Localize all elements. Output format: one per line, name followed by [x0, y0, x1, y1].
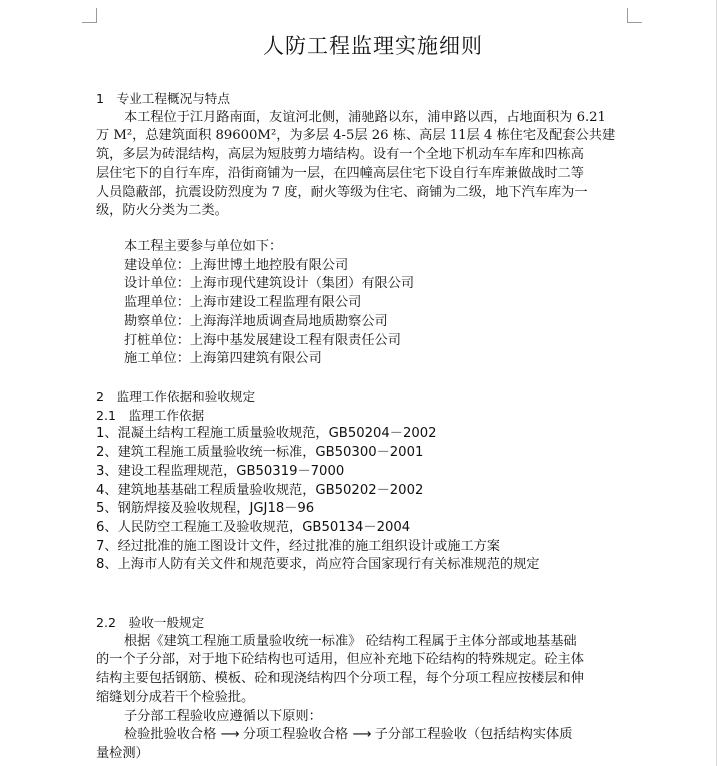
unit-item: 建设单位：上海世博土地控股有限公司: [124, 257, 349, 273]
section-heading: 2 监理工作依据和验收规定: [96, 389, 256, 404]
body-line: 层住宅下的自行车库，沿街商铺为一层，在四幢高层住宅下设自行车库兼做战时二等: [96, 165, 584, 181]
body-line: 本工程位于江月路南面，友谊河北侧，浦驰路以东，浦申路以西，占地面积为 6.21: [124, 109, 606, 125]
body-line: 人员隐蔽部，抗震设防烈度为 7 度，耐火等级为住宅、商铺为二级，地下汽车库为一: [96, 184, 588, 200]
basis-item: 2、建筑工程施工质量验收统一标准，GB50300－2001: [96, 445, 424, 461]
body-line: 的一个子分部，对于地下砼结构也可适用，但应补充地下砼结构的特殊规定。砼主体: [96, 652, 584, 668]
body-line: 缩缝划分成若干个检验批。: [96, 689, 255, 705]
subsection-heading: 2.2 验收一般规定: [96, 615, 205, 630]
body-line: 筑，多层为砖混结构，高层为短肢剪力墙结构。设有一个全地下机动车车库和四栋高: [96, 147, 584, 163]
section-1: [96, 90, 631, 221]
section-heading: 1 专业工程概况与特点: [96, 91, 230, 106]
basis-item: 6、人民防空工程施工及验收规范，GB50134－2004: [96, 519, 411, 535]
principle-intro: 子分部工程验收应遵循以下原则：: [124, 708, 322, 724]
basis-item: 3、建设工程监理规范，GB50319－7000: [96, 463, 345, 479]
margin-corner-mark: [82, 8, 97, 23]
body-line: 结构主要包括钢筋、模板、砼和现浇结构四个分项工程，每个分项工程应按楼层和伸: [96, 671, 584, 687]
arrow-right-icon: ⟶: [352, 727, 372, 743]
arrow-right-icon: ⟶: [220, 727, 240, 743]
body-line: 级，防火分类为二类。: [96, 203, 228, 219]
unit-item: 打桩单位：上海中基发展建设工程有限责任公司: [124, 332, 401, 348]
flow-step: 分项工程验收合格: [242, 727, 349, 743]
basis-item: 8、上海市人防有关文件和规范要求，尚应符合国家现行有关标准规范的规定: [96, 557, 540, 573]
margin-corner-mark: [627, 8, 642, 23]
unit-item: 设计单位：上海市现代建筑设计（集团）有限公司: [124, 276, 415, 292]
unit-item: 施工单位：上海第四建筑有限公司: [124, 351, 322, 367]
unit-item: 勘察单位：上海海洋地质调查局地质勘察公司: [124, 313, 388, 329]
subsection-2-2: [96, 614, 631, 764]
units-intro: 本工程主要参与单位如下：: [124, 239, 283, 254]
flow-step: 检验批验收合格: [124, 727, 217, 743]
page-title: 人防工程监理实施细则: [263, 34, 483, 58]
subsection-heading: 2.1 监理工作依据: [96, 407, 205, 423]
body-line: 根据《建筑工程施工质量验收统一标准》 砼结构工程属于主体分部或地基基础: [124, 633, 577, 649]
participants-block: [96, 238, 631, 369]
unit-item: 监理单位：上海市建设工程监理有限公司: [124, 295, 362, 311]
basis-item: 4、建筑地基基础工程质量验收规范，GB50202－2002: [96, 482, 424, 498]
basis-item: 1、混凝土结构工程施工质量验收规范，GB50204－2002: [96, 426, 437, 442]
flow-step: 子分部工程验收（包括结构实体质: [374, 727, 573, 743]
flow-step-continuation: 量检测）: [96, 745, 149, 761]
body-line: 万 M²，总建筑面积 89600M²，为多层 4-5层 26 栋、高层 11层 4 栋住宅及配套公共建: [96, 128, 616, 144]
basis-item: 5、钢筋焊接及验收规程，JGJ18－96: [96, 501, 315, 517]
section-2: [96, 388, 631, 575]
acceptance-flow: [96, 726, 631, 745]
basis-item: 7、经过批准的施工图设计文件，经过批准的施工组织设计或施工方案: [96, 538, 501, 554]
